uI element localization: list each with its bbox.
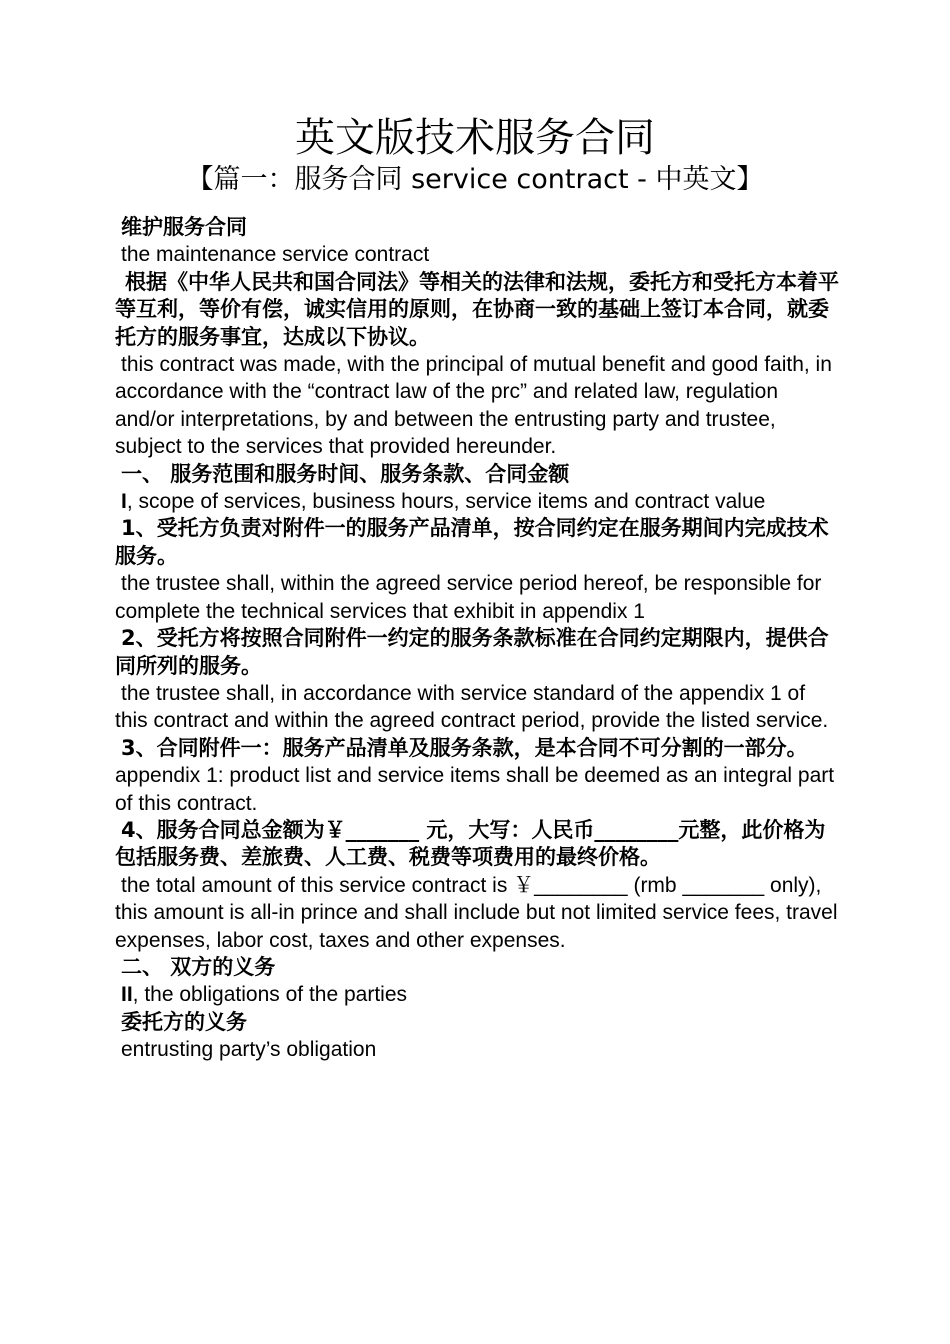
heading-maintenance-zh: 维护服务合同 xyxy=(121,215,247,239)
section-2-heading-en xyxy=(115,981,840,1008)
item-4-zh: 4、服务合同总金额为￥_______ 元，大写：人民币________元整，此价格为包括服务费、差旅费、人工费、税费等项费用的最终价格。 xyxy=(115,817,826,870)
preamble-en: this contract was made, with the principal of mutual benefit and good faith, in accordance with the “contract law of the prc” and related law, regulation and/or interpretations, by and between the entrusting party and trustee, subject to the services that provided hereunder. xyxy=(115,353,832,459)
item-2-zh: 2、受托方将按照合同附件一约定的服务条款标准在合同约定期限内，提供合同所列的服务。 xyxy=(115,626,829,678)
section-2-numeral: II xyxy=(121,983,133,1007)
subsection-entrusting-en: entrusting party’s obligation xyxy=(121,1038,377,1062)
item-3-zh: 3、合同附件一：服务产品清单及服务条款，是本合同不可分割的一部分。 xyxy=(121,735,808,760)
section-1-heading-text: , scope of services, business hours, service items and contract value xyxy=(126,490,766,514)
item-3 xyxy=(115,735,840,817)
item-4-en: the total amount of this service contract is ￥________ (rmb _______ only), this amount is all-in prince and shall include but not limited service fees, travel expenses, labor cost, taxes and other expenses. xyxy=(115,873,838,952)
section-1-heading-en xyxy=(115,488,840,515)
item-3-en: appendix 1: product list and service items shall be deemed as an integral part of this contract. xyxy=(115,764,835,815)
document-subtitle: 【篇一：服务合同 service contract - 中英文】 xyxy=(186,164,764,195)
heading-maintenance-en: the maintenance service contract xyxy=(121,243,430,267)
item-2-en: the trustee shall, in accordance with service standard of the appendix 1 of this contract and within the agreed contract period, provide the listed service. xyxy=(115,681,829,733)
document-title: 英文版技术服务合同 xyxy=(295,115,655,161)
document-body xyxy=(115,214,840,1064)
subsection-entrusting-zh: 委托方的义务 xyxy=(121,1009,247,1034)
section-2-heading-text: , the obligations of the parties xyxy=(132,983,408,1007)
preamble-zh: 根据《中华人民共和国合同法》等相关的法律和法规，委托方和受托方本着平等互利，等价有偿，诚实信用的原则，在协商一致的基础上签订本合同，就委托方的服务事宜，达成以下协议。 xyxy=(115,269,839,349)
item-1-en: the trustee shall, within the agreed service period hereof, be responsible for complete the technical services that exhibit in appendix 1 xyxy=(115,572,822,623)
section-2-heading-zh: 二、 双方的义务 xyxy=(121,954,276,979)
section-1-numeral: I xyxy=(121,490,127,514)
section-1-heading-zh: 一、 服务范围和服务时间、服务条款、合同金额 xyxy=(121,461,570,486)
item-1-zh: 1、受托方负责对附件一的服务产品清单，按合同约定在服务期间内完成技术服务。 xyxy=(115,516,829,568)
